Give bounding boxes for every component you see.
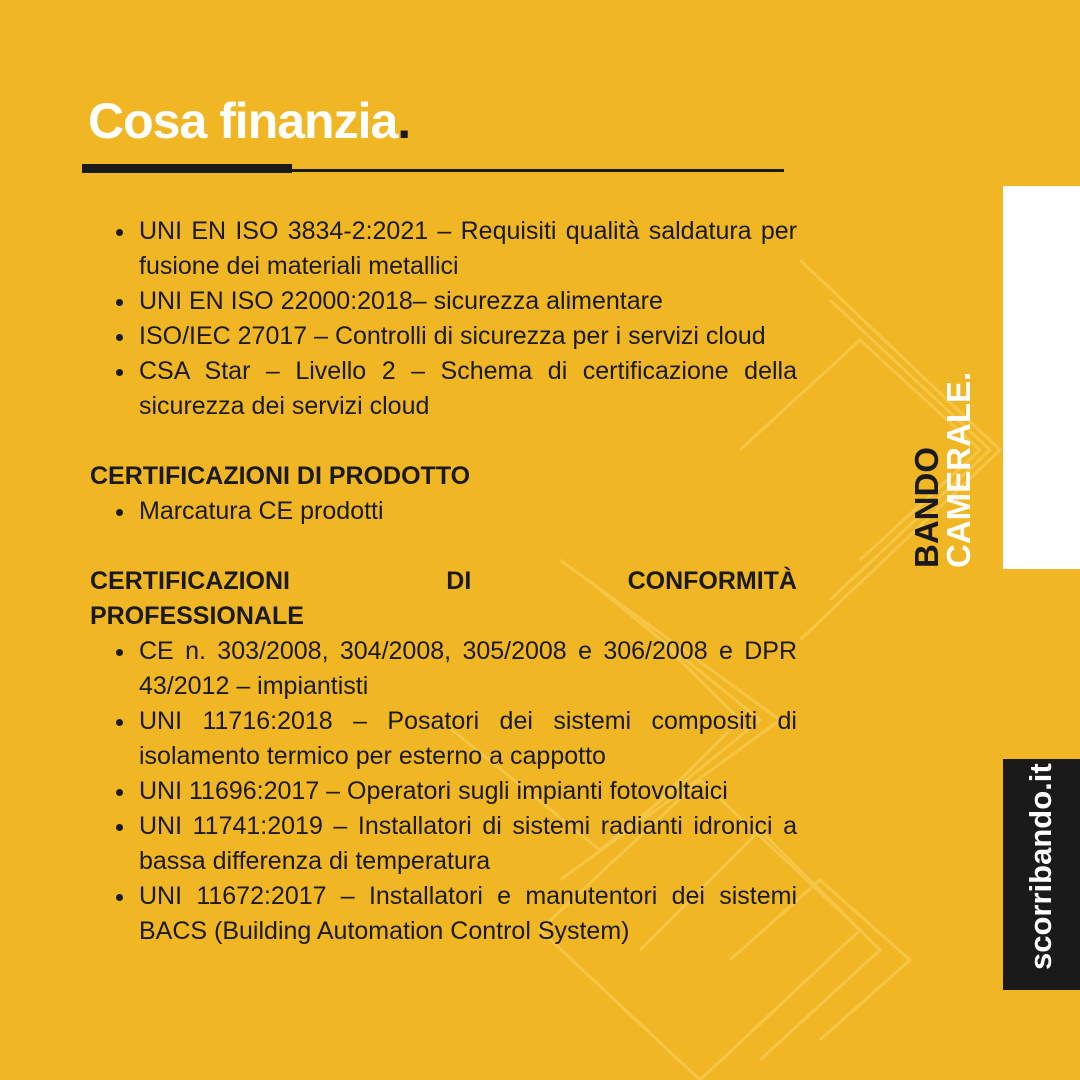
page-title (88, 92, 410, 150)
certification-list-prodotto (90, 494, 797, 529)
spacer (90, 529, 797, 564)
side-label-camerale: CAMERALE. (940, 371, 977, 568)
list-item: UNI 11696:2017 – Operatori sugli impianti fotovoltaici (90, 774, 797, 809)
section-heading-prodotto: CERTIFICAZIONI DI PRODOTTO (90, 462, 471, 490)
list-item: UNI EN ISO 3834-2:2021 – Requisiti qualità saldatura per fusione dei materiali metallici (90, 214, 797, 284)
certification-list-professionale (90, 634, 797, 949)
title-text: Cosa finanzia (88, 93, 398, 149)
website-label[interactable]: scorribando.it (1023, 763, 1058, 970)
list-item: UNI 11741:2019 – Installatori di sistemi radianti idronici a bassa differenza di temperatura (90, 809, 797, 879)
side-label-bando: BANDO (908, 447, 945, 568)
list-item: UNI 11672:2017 – Installatori e manutentori dei sistemi BACS (Building Automation Control System) (90, 879, 797, 949)
section-heading-professionale-line1: CERTIFICAZIONI DI CONFORMITÀ (90, 567, 797, 595)
list-item: CE n. 303/2008, 304/2008, 305/2008 e 306/2008 e DPR 43/2012 – impiantisti (90, 634, 797, 704)
content-body (90, 214, 797, 949)
list-item: UNI 11716:2018 – Posatori dei sistemi compositi di isolamento termico per esterno a cappotto (90, 704, 797, 774)
spacer (90, 424, 797, 459)
list-item: UNI EN ISO 22000:2018– sicurezza alimentare (90, 284, 797, 319)
title-underline-accent (82, 164, 292, 173)
certification-list-1 (90, 214, 797, 424)
side-white-band (1003, 186, 1080, 569)
title-dot: . (397, 93, 411, 149)
list-item: Marcatura CE prodotti (90, 494, 797, 529)
list-item: ISO/IEC 27017 – Controlli di sicurezza per i servizi cloud (90, 319, 797, 354)
section-heading-professionale-line2: PROFESSIONALE (90, 602, 304, 630)
list-item: CSA Star – Livello 2 – Schema di certificazione della sicurezza dei servizi cloud (90, 354, 797, 424)
